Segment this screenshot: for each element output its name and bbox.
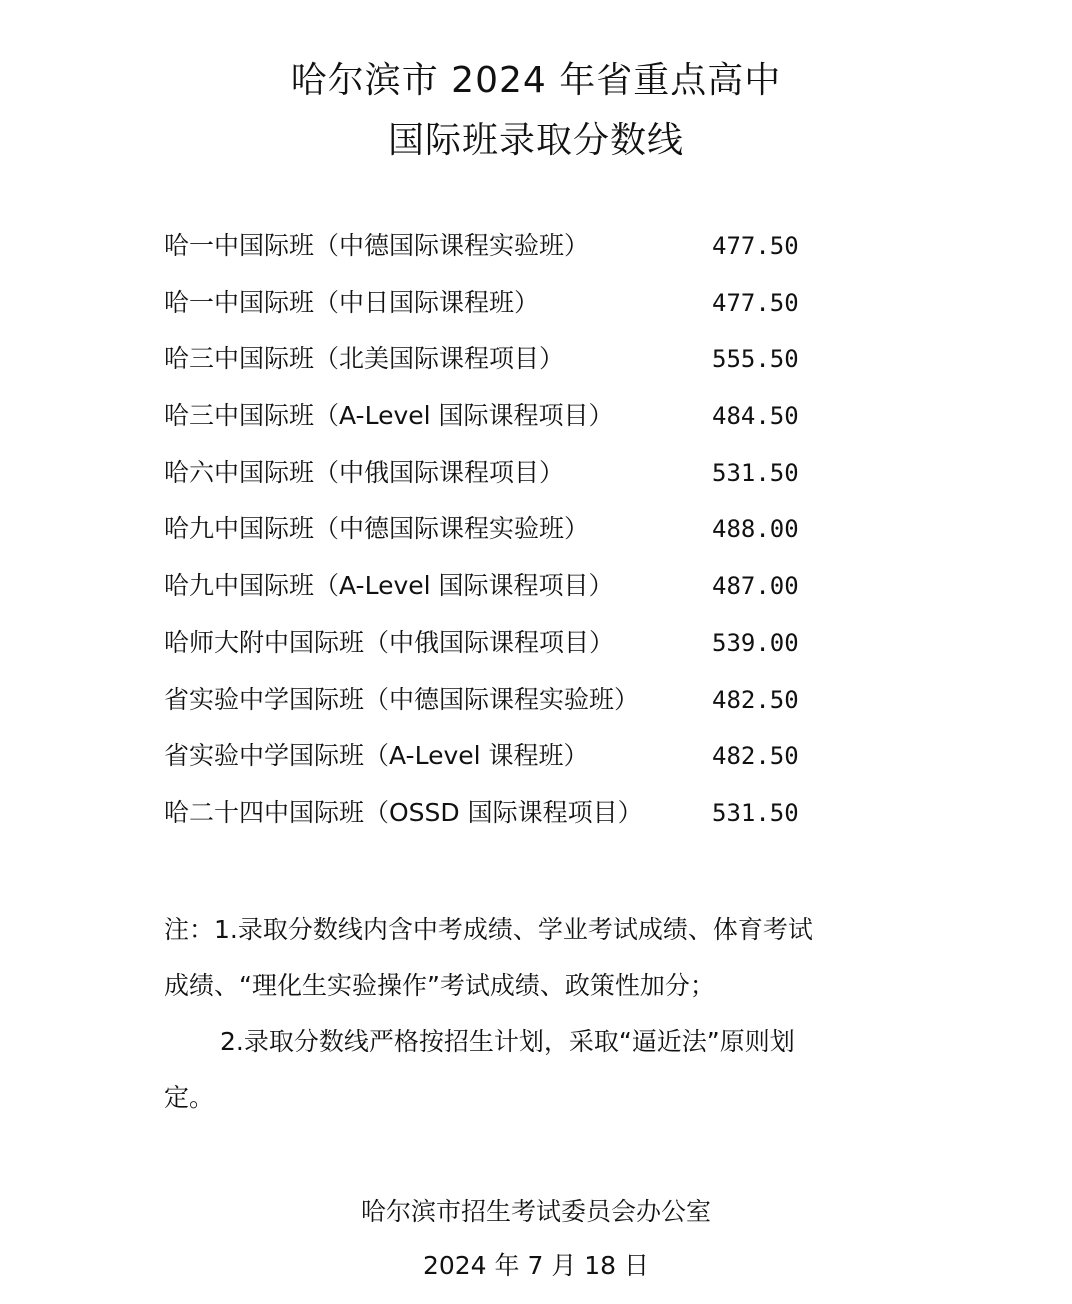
class-name: 哈一中国际班（中日国际课程班） [164, 287, 540, 317]
note-1-line-2: 成绩、“理化生实验操作”考试成绩、政策性加分； [164, 971, 715, 1000]
cutoff-score: 482.50 [712, 685, 799, 714]
score-row [164, 736, 864, 793]
cutoff-score: 484.50 [712, 402, 799, 431]
cutoff-score: 482.50 [712, 742, 799, 771]
score-row [164, 339, 864, 396]
issuing-office: 哈尔滨市招生考试委员会办公室 [360, 1197, 711, 1226]
class-name: 哈九中国际班（中德国际课程实验班） [164, 514, 590, 544]
cutoff-score: 539.00 [712, 628, 799, 657]
class-name: 哈六中国际班（中俄国际课程项目） [164, 457, 565, 487]
notes-section [164, 902, 924, 1126]
cutoff-score: 487.00 [712, 572, 799, 601]
score-list [164, 226, 864, 850]
note-2-line-2: 定。 [164, 1083, 215, 1112]
score-row [164, 396, 864, 453]
score-row [164, 680, 864, 737]
score-row [164, 226, 864, 283]
cutoff-score: 531.50 [712, 458, 799, 487]
cutoff-score: 555.50 [712, 345, 799, 374]
score-row [164, 453, 864, 510]
score-row [164, 793, 864, 850]
cutoff-score: 488.00 [712, 515, 799, 544]
class-name: 哈师大附中国际班（中俄国际课程项目） [164, 627, 615, 657]
score-row [164, 623, 864, 680]
class-name: 省实验中学国际班（A-Level 课程班） [164, 741, 589, 771]
score-row [164, 509, 864, 566]
cutoff-score: 477.50 [712, 288, 799, 317]
class-name: 哈一中国际班（中德国际课程实验班） [164, 231, 590, 260]
document-title: 哈尔滨市 2024 年省重点高中 [290, 60, 782, 101]
issue-date: 2024 年 7 月 18 日 [422, 1251, 650, 1280]
class-name: 哈三中国际班（北美国际课程项目） [164, 344, 565, 374]
class-name: 哈二十四中国际班（OSSD 国际课程项目） [164, 797, 643, 827]
note-1-line-1: 注：1.录取分数线内含中考成绩、学业考试成绩、体育考试 [164, 915, 813, 944]
cutoff-score: 477.50 [712, 232, 799, 260]
class-name: 哈三中国际班（A-Level 国际课程项目） [164, 401, 614, 431]
class-name: 哈九中国际班（A-Level 国际课程项目） [164, 571, 614, 601]
document-subtitle: 国际班录取分数线 [387, 120, 684, 161]
note-2-line-1: 2.录取分数线严格按招生计划，采取“逼近法”原则划 [220, 1027, 795, 1056]
score-row [164, 566, 864, 623]
cutoff-score: 531.50 [712, 798, 799, 827]
class-name: 省实验中学国际班（中德国际课程实验班） [164, 684, 640, 714]
score-row [164, 283, 864, 340]
